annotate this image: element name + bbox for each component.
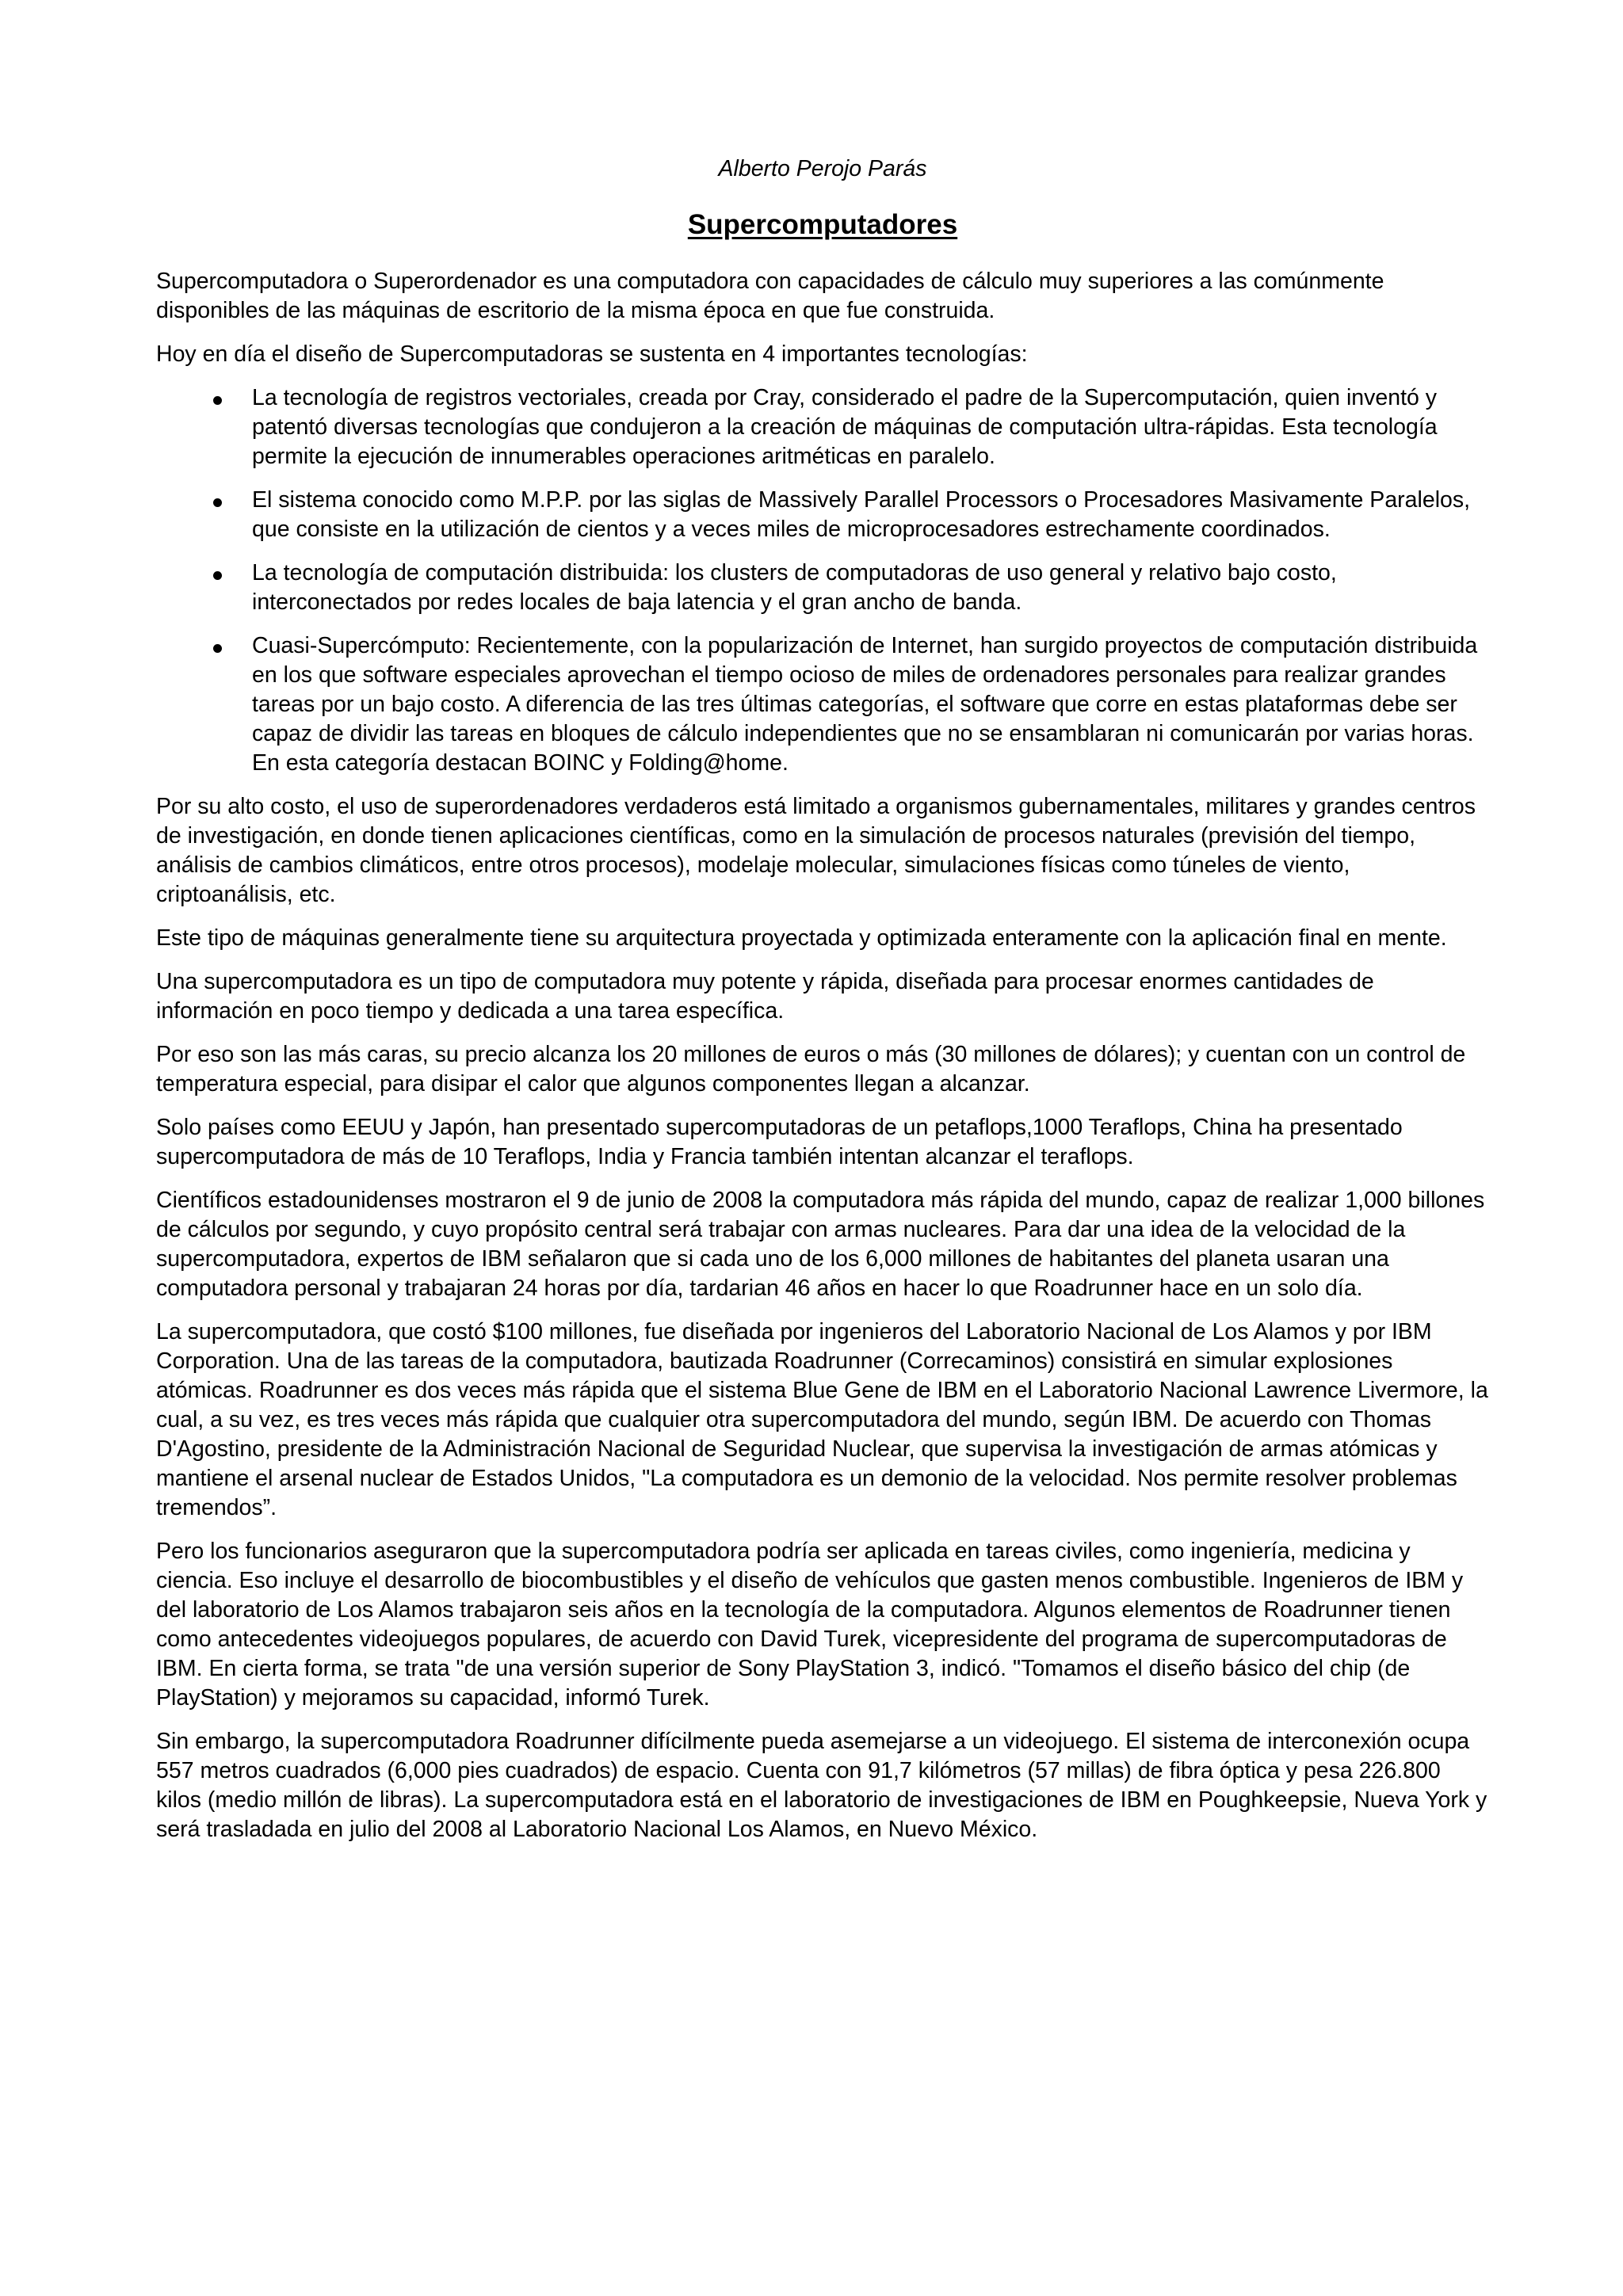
bullet-icon: [213, 498, 222, 507]
document-body: [156, 154, 1489, 1859]
technology-list: [156, 383, 1489, 778]
document-title: Supercomputadores: [687, 209, 958, 240]
bullet-icon: [213, 396, 222, 405]
list-item: [252, 559, 1489, 617]
list-item-text: El sistema conocido como M.P.P. por las siglas de Massively Parallel Processors o Procesadores Masivamente Paralelos, que consiste en la utilización de cientos y a veces miles de microprocesadores estrechamente coordinados.: [252, 487, 1471, 542]
list-item: [252, 631, 1489, 778]
intro-paragraph: Hoy en día el diseño de Supercomputadoras se sustenta en 4 importantes tecnologías:: [156, 341, 1028, 367]
list-item-text: La tecnología de registros vectoriales, creada por Cray, considerado el padre de la Supercomputación, quien inventó y patentó diversas tecnologías que condujeron a la creación de máquinas de computación ultra-rápidas. Esta tecnología permite la ejecución de innumerables operaciones aritméticas en paralelo.: [252, 385, 1438, 469]
body-paragraph: La supercomputadora, que costó $100 millones, fue diseñada por ingenieros del Laboratorio Nacional de Los Alamos y por IBM Corporation. Una de las tareas de la computadora, bautizada Roadrunner (Correcaminos) consistirá en simular explosiones atómicas. Roadrunner es dos veces más rápida que el sistema Blue Gene de IBM en el Laboratorio Nacional Lawrence Livermore, la cual, a su vez, es tres veces más rápida que cualquier otra supercomputadora del mundo, según IBM. De acuerdo con Thomas D'Agostino, presidente de la Administración Nacional de Seguridad Nuclear, que supervisa la investigación de armas atómicas y mantiene el arsenal nuclear de Estados Unidos, "La computadora es un demonio de la velocidad. Nos permite resolver problemas tremendos”.: [156, 1319, 1488, 1520]
body-paragraph: Por eso son las más caras, su precio alcanza los 20 millones de euros o más (30 millones de dólares); y cuentan con un control de temperatura especial, para disipar el calor que algunos componentes llegan a alcanzar.: [156, 1042, 1466, 1097]
body-paragraph: Solo países como EEUU y Japón, han presentado supercomputadoras de un petaflops,1000 Teraflops, China ha presentado supercomputadora de más de 10 Teraflops, India y Francia también intentan alcanzar el teraflops.: [156, 1115, 1403, 1169]
author-name: Alberto Perojo Parás: [718, 156, 927, 181]
list-item-text: Cuasi-Supercómputo: Recientemente, con la popularización de Internet, han surgido proyectos de computación distribuida en los que software especiales aprovechan el tiempo ocioso de miles de ordenadores personales para realizar grandes tareas por un bajo costo. A diferencia de las tres últimas categorías, el software que corre en estas plataformas debe ser capaz de dividir las tareas en bloques de cálculo independientes que no se ensamblaran ni comunicarán por varias horas. En esta categoría destacan BOINC y Folding@home.: [252, 633, 1478, 776]
list-item: [252, 486, 1489, 544]
body-paragraph: Este tipo de máquinas generalmente tiene su arquitectura proyectada y optimizada enteramente con la aplicación final en mente.: [156, 925, 1447, 951]
list-item: [252, 383, 1489, 471]
body-paragraph: Pero los funcionarios aseguraron que la supercomputadora podría ser aplicada en tareas civiles, como ingeniería, medicina y ciencia. Eso incluye el desarrollo de biocombustibles y el diseño de vehículos que gasten menos combustible. Ingenieros de IBM y del laboratorio de Los Alamos trabajaron seis años en la tecnología de la computadora. Algunos elementos de Roadrunner tienen como antecedentes videojuegos populares, de acuerdo con David Turek, vicepresidente del programa de supercomputadoras de IBM. En cierta forma, se trata "de una versión superior de Sony PlayStation 3, indicó. "Tomamos el diseño básico del chip (de PlayStation) y mejoramos su capacidad, informó Turek.: [156, 1539, 1464, 1711]
body-paragraph: Por su alto costo, el uso de superordenadores verdaderos está limitado a organismos gubernamentales, militares y grandes centros de investigación, en donde tienen aplicaciones científicas, como en la simulación de procesos naturales (previsión del tiempo, análisis de cambios climáticos, entre otros procesos), modelaje molecular, simulaciones físicas como túneles de viento, criptoanálisis, etc.: [156, 794, 1476, 907]
body-paragraph: Sin embargo, la supercomputadora Roadrunner difícilmente pueda asemejarse a un videojuego. El sistema de interconexión ocupa 557 metros cuadrados (6,000 pies cuadrados) de espacio. Cuenta con 91,7 kilómetros (57 millas) de fibra óptica y pesa 226.800 kilos (medio millón de libras). La supercomputadora está en el laboratorio de investigaciones de IBM en Poughkeepsie, Nueva York y será trasladada en julio del 2008 al Laboratorio Nacional Los Alamos, en Nuevo México.: [156, 1729, 1487, 1842]
bullet-icon: [213, 571, 222, 580]
body-paragraph: Una supercomputadora es un tipo de computadora muy potente y rápida, diseñada para procesar enormes cantidades de información en poco tiempo y dedicada a una tarea específica.: [156, 969, 1374, 1024]
body-paragraph: Científicos estadounidenses mostraron el 9 de junio de 2008 la computadora más rápida del mundo, capaz de realizar 1,000 billones de cálculos por segundo, y cuyo propósito central será trabajar con armas nucleares. Para dar una idea de la velocidad de la supercomputadora, expertos de IBM señalaron que si cada uno de los 6,000 millones de habitantes del planeta usaran una computadora personal y trabajaran 24 horas por día, tardarian 46 años en hacer lo que Roadrunner hace en un solo día.: [156, 1188, 1485, 1301]
bullet-icon: [213, 644, 222, 653]
list-item-text: La tecnología de computación distribuida: los clusters de computadoras de uso general y relativo bajo costo, interconectados por redes locales de baja latencia y el gran ancho de banda.: [252, 560, 1337, 615]
intro-paragraph: Supercomputadora o Superordenador es una computadora con capacidades de cálculo muy superiores a las comúnmente disponibles de las máquinas de escritorio de la misma época en que fue construida.: [156, 269, 1384, 323]
